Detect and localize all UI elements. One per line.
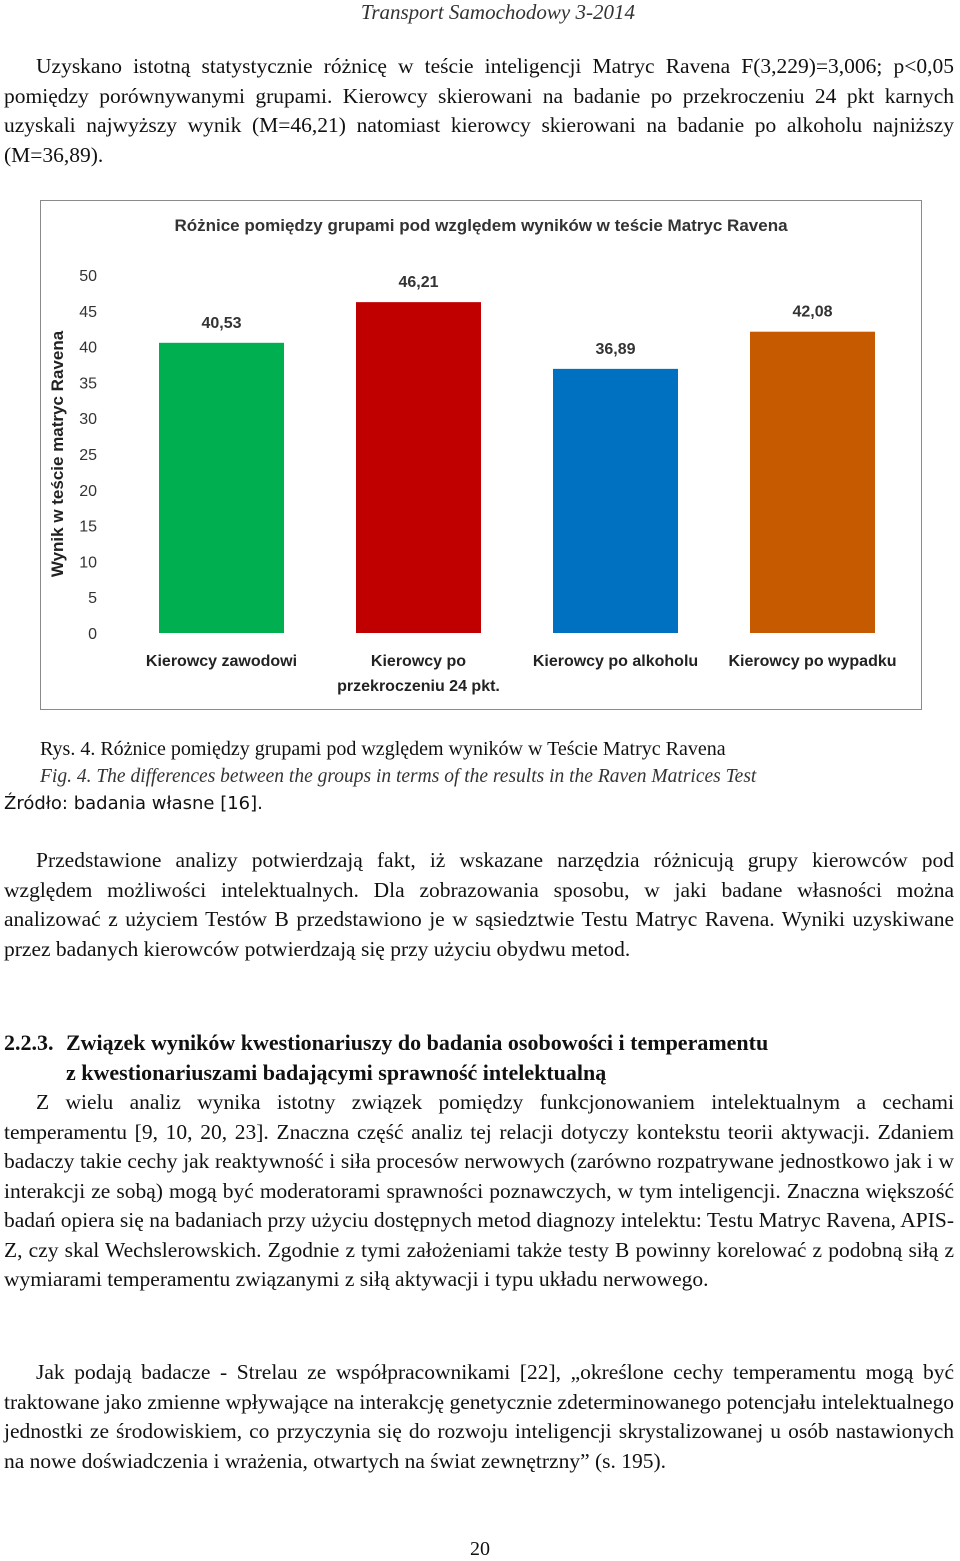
y-tick-label: 35: [79, 375, 97, 393]
y-tick-label: 0: [88, 626, 97, 643]
category-label-2: przekroczeniu 24 pkt.: [337, 678, 500, 695]
section-number: 2.2.3.: [4, 1030, 54, 1055]
data-label-2: 46,21: [398, 274, 439, 292]
paragraph-analysis: Przedstawione analizy potwierdzają fakt, iż wskazane narzędzia różnicują grupy kierowców pod względem możliwości intelektualnych. Dla zobrazowania sposobu, w jaki badane własności można analizować z użyciem Testów B przedstawiono je w sąsiedztwie Testu Matryc Ravena. Wyniki uzyskiwane przez badanych kierowców potwierdzają się przy użyciu obydwu metod.: [4, 848, 954, 961]
category-label-3: Kierowcy po alkoholu: [532, 653, 699, 670]
bar-chart: [40, 200, 922, 710]
bar-2: [356, 302, 481, 633]
y-tick-label: 25: [79, 447, 97, 464]
paragraph-temperament: Z wielu analiz wynika istotny związek pomiędzy funkcjonowaniem intelektualnym a cechami temperamentu [9, 10, 20, 23]. Znaczna część analiz tej relacji dotyczy kontekstu teorii aktywacji. Zdaniem badaczy takie cechy jak reaktywność i siła procesów nerwowych (zarówno rozpatrywane jednostkowo jak i w interakcji ze sobą) mogą być moderatorami sprawności poznawczych, w tym inteligencji. Znaczna większość badań opiera się na badaniach przy użyciu dostępnych metod diagnozy intelektu: Testu Matryc Ravena, APIS-Z, czy skal Wechslerowskich. Zgodnie z tymi założeniami także testy B powinny korelować z podobną siłą z wymiarami temperamentu związanymi z siłą aktywacji i typu układu nerwowego.: [4, 1090, 954, 1291]
section-title-line2: z kwestionariuszami badającymi sprawność intelektualną: [66, 1060, 607, 1085]
chart-title: Różnice pomiędzy grupami pod względem wyników w teście Matryc Ravena: [174, 216, 788, 235]
figure-caption-en: Fig. 4. The differences between the groups in terms of the results in the Raven Matrices Test: [40, 766, 757, 787]
running-header: Transport Samochodowy 3-2014: [360, 0, 635, 24]
y-tick-label: 20: [79, 482, 97, 500]
y-tick-label: 40: [79, 339, 97, 357]
page-number: 20: [470, 1538, 490, 1560]
intro-paragraph: Uzyskano istotną statystycznie różnicę w teście inteligencji Matryc Ravena F(3,229)=3,006; p<0,05 pomiędzy porównywanymi grupami. Kierowcy skierowani na badanie po przekroczeniu 24 pkt karnych uzyskali najwyższy wynik (M=46,21) natomiast kierowcy skierowani na badanie po alkoholu najniższy (M=36,89).: [4, 54, 954, 167]
category-label-1: Kierowcy zawodowi: [145, 653, 298, 670]
section-heading: [4, 1028, 954, 1088]
y-tick-label: 5: [88, 590, 97, 608]
chart-svg: [41, 201, 921, 709]
y-tick-label: 15: [79, 518, 97, 536]
y-tick-label: 10: [79, 554, 97, 572]
paragraph-strelau: Jak podają badacze - Strelau ze współpracownikami [22], „określone cechy temperamentu mogą być traktowane jako zmienne wpływające na interakcję genetycznie zdeterminowanego potencjału intelektualnego jednostki ze środowiskiem, co przyczynia się do rozwoju inteligencji skrystalizowanej u osób nastawionych na nowe doświadczenia i wrażenia, otwartych na świat zewnętrzny” (s. 195).: [4, 1360, 954, 1473]
y-axis-label: Wynik w teście matryc Ravena: [48, 330, 67, 578]
figure-source: Źródło: badania własne [16].: [4, 793, 263, 814]
category-label-4: Kierowcy po wypadku: [728, 653, 897, 670]
section-title-line1: Związek wyników kwestionariuszy do badania osobowości i temperamentu: [66, 1030, 769, 1055]
data-label-3: 36,89: [595, 340, 636, 358]
bar-4: [750, 332, 875, 633]
bar-1: [159, 343, 284, 633]
data-label-1: 40,53: [201, 314, 242, 332]
data-label-4: 42,08: [792, 303, 833, 321]
y-tick-label: 30: [79, 411, 97, 429]
bar-3: [553, 369, 678, 633]
y-tick-label: 45: [79, 303, 97, 321]
y-tick-label: 50: [79, 268, 97, 285]
figure-caption-pl: Rys. 4. Różnice pomiędzy grupami pod względem wyników w Teście Matryc Ravena: [40, 738, 726, 760]
category-label-2: Kierowcy po: [370, 653, 467, 670]
